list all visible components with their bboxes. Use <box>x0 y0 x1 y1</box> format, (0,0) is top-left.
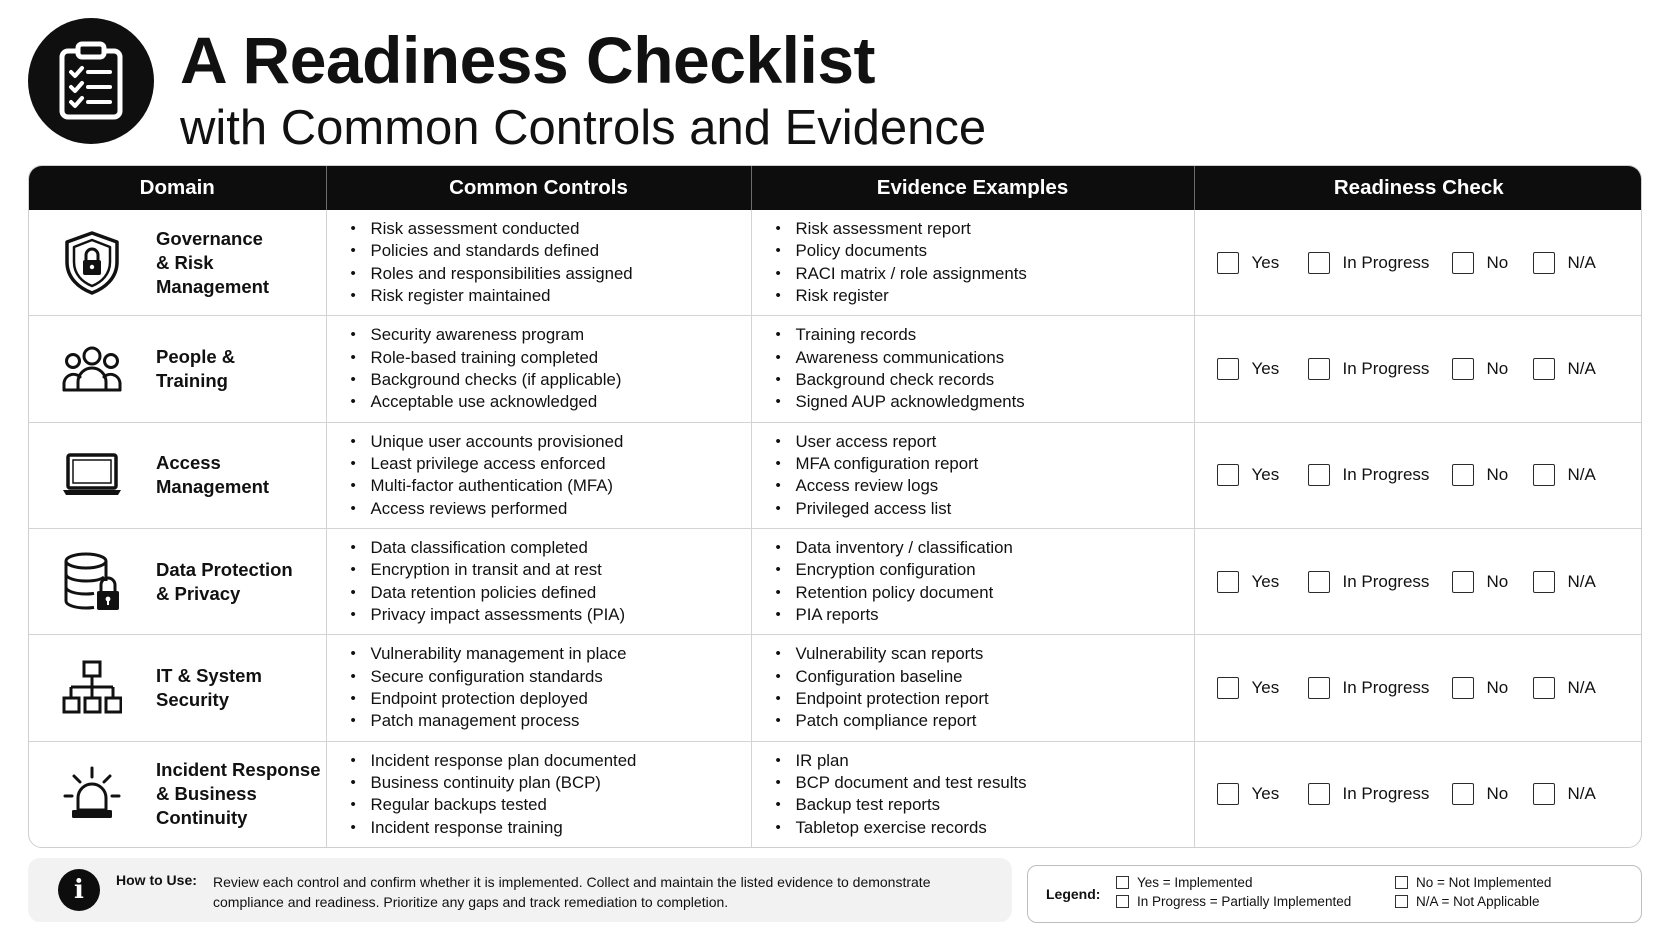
network-hierarchy-icon <box>59 655 125 721</box>
controls-list <box>327 218 751 307</box>
database-lock-icon <box>59 549 125 615</box>
evidence-item: • Endpoint protection report <box>776 688 1194 710</box>
readiness-cell <box>1194 635 1642 741</box>
how-to-use-panel <box>28 858 1012 922</box>
readiness-option-na[interactable] <box>1533 252 1596 274</box>
legend-item-yes: Yes = Implemented <box>1116 875 1252 890</box>
controls-cell <box>326 210 751 316</box>
readiness-option-in-progress[interactable] <box>1308 252 1430 274</box>
table-row <box>29 635 1642 741</box>
how-to-use-text: Review each control and confirm whether it is implemented. Collect and maintain the listed evidence to demonstrate compliance and readiness. Prioritize any gaps and track remediation to completion. <box>213 874 931 910</box>
checkbox-no[interactable] <box>1452 464 1474 486</box>
evidence-cell <box>751 741 1194 847</box>
checkbox-label: N/A <box>1567 358 1596 378</box>
checkbox-label: Yes <box>1251 465 1280 485</box>
checkbox-yes[interactable] <box>1217 783 1239 805</box>
control-item: • Risk assessment conducted <box>351 218 751 240</box>
checkbox-label: In Progress <box>1342 465 1430 485</box>
checkbox-yes[interactable] <box>1217 252 1239 274</box>
control-item: • Risk register maintained <box>351 285 751 307</box>
controls-cell <box>326 316 751 422</box>
readiness-option-yes[interactable] <box>1217 677 1280 699</box>
domain-name: Governance & Risk Management <box>156 227 270 297</box>
evidence-item: • RACI matrix / role assignments <box>776 263 1194 285</box>
checkbox-na[interactable] <box>1533 358 1555 380</box>
evidence-list <box>752 750 1194 839</box>
checkbox-no[interactable] <box>1452 358 1474 380</box>
evidence-item: • User access report <box>776 431 1194 453</box>
evidence-item: • Backup test reports <box>776 794 1194 816</box>
readiness-cell <box>1194 528 1642 634</box>
controls-cell <box>326 422 751 528</box>
table-row <box>29 528 1642 634</box>
info-icon: i <box>58 869 100 911</box>
readiness-option-no[interactable] <box>1452 783 1509 805</box>
checkbox-yes[interactable] <box>1217 358 1239 380</box>
readiness-option-no[interactable] <box>1452 252 1509 274</box>
checkbox-label: Yes <box>1251 784 1280 804</box>
table-header-row <box>29 166 1642 210</box>
domain-cell <box>29 741 326 847</box>
evidence-item: • Encryption configuration <box>776 559 1194 581</box>
domain-name: People & Training <box>156 345 236 391</box>
control-item: • Secure configuration standards <box>351 666 751 688</box>
checkbox-yes[interactable] <box>1217 571 1239 593</box>
checkbox-yes[interactable] <box>1217 677 1239 699</box>
domain-name: IT & System Security <box>156 665 262 711</box>
control-item: • Data retention policies defined <box>351 582 751 604</box>
checkbox-label: No <box>1486 252 1509 272</box>
checkbox-label: N/A <box>1567 465 1596 485</box>
legend-item-in-progress: In Progress = Partially Implemented <box>1116 894 1351 909</box>
checkbox-label: In Progress <box>1342 571 1430 591</box>
controls-list <box>327 431 751 520</box>
readiness-option-na[interactable] <box>1533 783 1596 805</box>
checkbox-in-progress[interactable] <box>1308 358 1330 380</box>
how-to-use-label: How to Use: <box>116 872 197 888</box>
readiness-option-in-progress[interactable] <box>1308 358 1430 380</box>
domain-name: Incident Response & Business Continuity <box>156 759 321 829</box>
readiness-cell <box>1194 316 1642 422</box>
page-subtitle: with Common Controls and Evidence <box>180 101 987 155</box>
checkbox-label: No <box>1486 784 1509 804</box>
control-item: • Acceptable use acknowledged <box>351 391 751 413</box>
checkbox-na[interactable] <box>1533 783 1555 805</box>
control-item: • Regular backups tested <box>351 794 751 816</box>
control-item: • Privacy impact assessments (PIA) <box>351 604 751 626</box>
controls-cell <box>326 741 751 847</box>
readiness-option-na[interactable] <box>1533 677 1596 699</box>
control-item: • Encryption in transit and at rest <box>351 559 751 581</box>
control-item: • Endpoint protection deployed <box>351 688 751 710</box>
readiness-option-in-progress[interactable] <box>1308 464 1430 486</box>
readiness-option-in-progress[interactable] <box>1308 783 1430 805</box>
readiness-option-yes[interactable] <box>1217 783 1280 805</box>
controls-cell <box>326 528 751 634</box>
checkbox-na[interactable] <box>1533 571 1555 593</box>
control-item: • Unique user accounts provisioned <box>351 431 751 453</box>
control-item: • Least privilege access enforced <box>351 453 751 475</box>
checkbox-yes[interactable] <box>1217 464 1239 486</box>
legend-item-no: No = Not Implemented <box>1395 875 1551 890</box>
evidence-cell <box>751 210 1194 316</box>
checkbox-label: In Progress <box>1342 358 1430 378</box>
checkbox-no[interactable] <box>1452 783 1474 805</box>
checkbox-label: No <box>1486 571 1509 591</box>
evidence-item: • Retention policy document <box>776 582 1194 604</box>
evidence-cell <box>751 635 1194 741</box>
checkbox-na[interactable] <box>1533 252 1555 274</box>
checkbox-label: In Progress <box>1342 252 1430 272</box>
readiness-option-in-progress[interactable] <box>1308 571 1430 593</box>
page-title: A Readiness Checklist <box>180 23 876 97</box>
control-item: • Roles and responsibilities assigned <box>351 263 751 285</box>
readiness-cell <box>1194 422 1642 528</box>
readiness-option-in-progress[interactable] <box>1308 677 1430 699</box>
evidence-item: • Vulnerability scan reports <box>776 643 1194 665</box>
readiness-option-yes[interactable] <box>1217 252 1280 274</box>
readiness-cell <box>1194 210 1642 316</box>
checkbox-icon <box>1116 876 1129 889</box>
evidence-item: • Signed AUP acknowledgments <box>776 391 1194 413</box>
readiness-option-yes[interactable] <box>1217 358 1280 380</box>
checkbox-no[interactable] <box>1452 252 1474 274</box>
control-item: • Background checks (if applicable) <box>351 369 751 391</box>
evidence-item: • Risk assessment report <box>776 218 1194 240</box>
checkbox-label: In Progress <box>1342 784 1430 804</box>
column-header-domain: Domain <box>29 166 326 210</box>
domain-cell <box>29 422 326 528</box>
checklist-table <box>28 165 1642 848</box>
control-item: • Incident response training <box>351 817 751 839</box>
checkbox-label: N/A <box>1567 252 1596 272</box>
column-header-readiness: Readiness Check <box>1194 166 1642 210</box>
checkbox-label: In Progress <box>1342 678 1430 698</box>
evidence-item: • Policy documents <box>776 240 1194 262</box>
evidence-item: • Tabletop exercise records <box>776 817 1194 839</box>
readiness-option-na[interactable] <box>1533 464 1596 486</box>
checkbox-icon <box>1116 895 1129 908</box>
evidence-cell <box>751 422 1194 528</box>
evidence-item: • Awareness communications <box>776 347 1194 369</box>
legend-panel <box>1027 865 1642 923</box>
checkbox-label: Yes <box>1251 358 1280 378</box>
control-item: • Patch management process <box>351 710 751 732</box>
page-header <box>28 18 1628 155</box>
evidence-item: • PIA reports <box>776 604 1194 626</box>
evidence-item: • Privileged access list <box>776 498 1194 520</box>
domain-cell <box>29 316 326 422</box>
checkbox-icon <box>1395 895 1408 908</box>
checkbox-in-progress[interactable] <box>1308 677 1330 699</box>
controls-list <box>327 537 751 626</box>
evidence-item: • Access review logs <box>776 475 1194 497</box>
readiness-option-yes[interactable] <box>1217 571 1280 593</box>
table-row <box>29 210 1642 316</box>
checkbox-label: No <box>1486 465 1509 485</box>
checkbox-na[interactable] <box>1533 464 1555 486</box>
evidence-item: • IR plan <box>776 750 1194 772</box>
evidence-item: • Training records <box>776 324 1194 346</box>
checkbox-label: Yes <box>1251 252 1280 272</box>
checkbox-label: N/A <box>1567 784 1596 804</box>
control-item: • Access reviews performed <box>351 498 751 520</box>
controls-list <box>327 643 751 732</box>
controls-cell <box>326 635 751 741</box>
readiness-option-no[interactable] <box>1452 358 1509 380</box>
evidence-list <box>752 218 1194 307</box>
control-item: • Vulnerability management in place <box>351 643 751 665</box>
clipboard-checklist-icon <box>28 18 154 144</box>
evidence-item: • Patch compliance report <box>776 710 1194 732</box>
evidence-list <box>752 431 1194 520</box>
checkbox-label: Yes <box>1251 571 1280 591</box>
evidence-item: • Configuration baseline <box>776 666 1194 688</box>
readiness-option-no[interactable] <box>1452 571 1509 593</box>
readiness-option-yes[interactable] <box>1217 464 1280 486</box>
shield-lock-icon <box>59 230 125 296</box>
evidence-list <box>752 537 1194 626</box>
checkbox-label: N/A <box>1567 678 1596 698</box>
readiness-option-no[interactable] <box>1452 677 1509 699</box>
checkbox-na[interactable] <box>1533 677 1555 699</box>
checkbox-in-progress[interactable] <box>1308 464 1330 486</box>
domain-cell <box>29 635 326 741</box>
evidence-item: • Risk register <box>776 285 1194 307</box>
checkbox-label: No <box>1486 678 1509 698</box>
readiness-option-na[interactable] <box>1533 358 1596 380</box>
readiness-option-na[interactable] <box>1533 571 1596 593</box>
readiness-option-no[interactable] <box>1452 464 1509 486</box>
evidence-item: • BCP document and test results <box>776 772 1194 794</box>
checkbox-label: No <box>1486 358 1509 378</box>
people-group-icon <box>59 336 125 402</box>
laptop-icon <box>59 442 125 508</box>
checkbox-icon <box>1395 876 1408 889</box>
control-item: • Policies and standards defined <box>351 240 751 262</box>
legend-item-na: N/A = Not Applicable <box>1395 894 1539 909</box>
checkbox-in-progress[interactable] <box>1308 783 1330 805</box>
checkbox-in-progress[interactable] <box>1308 571 1330 593</box>
column-header-controls: Common Controls <box>326 166 751 210</box>
control-item: • Data classification completed <box>351 537 751 559</box>
legend-label: Legend: <box>1046 886 1101 902</box>
controls-list <box>327 324 751 413</box>
control-item: • Role-based training completed <box>351 347 751 369</box>
evidence-list <box>752 324 1194 413</box>
column-header-evidence: Evidence Examples <box>751 166 1194 210</box>
checkbox-label: N/A <box>1567 571 1596 591</box>
evidence-list <box>752 643 1194 732</box>
controls-list <box>327 750 751 839</box>
checkbox-label: Yes <box>1251 678 1280 698</box>
domain-cell <box>29 528 326 634</box>
evidence-item: • MFA configuration report <box>776 453 1194 475</box>
control-item: • Business continuity plan (BCP) <box>351 772 751 794</box>
evidence-item: • Background check records <box>776 369 1194 391</box>
alarm-light-icon <box>59 761 125 827</box>
table-row <box>29 741 1642 847</box>
control-item: • Incident response plan documented <box>351 750 751 772</box>
evidence-cell <box>751 316 1194 422</box>
readiness-cell <box>1194 741 1642 847</box>
control-item: • Security awareness program <box>351 324 751 346</box>
checkbox-no[interactable] <box>1452 677 1474 699</box>
table-row <box>29 316 1642 422</box>
evidence-item: • Data inventory / classification <box>776 537 1194 559</box>
domain-cell <box>29 210 326 316</box>
table-row <box>29 422 1642 528</box>
control-item: • Multi-factor authentication (MFA) <box>351 475 751 497</box>
checkbox-in-progress[interactable] <box>1308 252 1330 274</box>
domain-name: Access Management <box>156 452 270 498</box>
domain-name: Data Protection & Privacy <box>156 558 293 604</box>
checkbox-no[interactable] <box>1452 571 1474 593</box>
evidence-cell <box>751 528 1194 634</box>
